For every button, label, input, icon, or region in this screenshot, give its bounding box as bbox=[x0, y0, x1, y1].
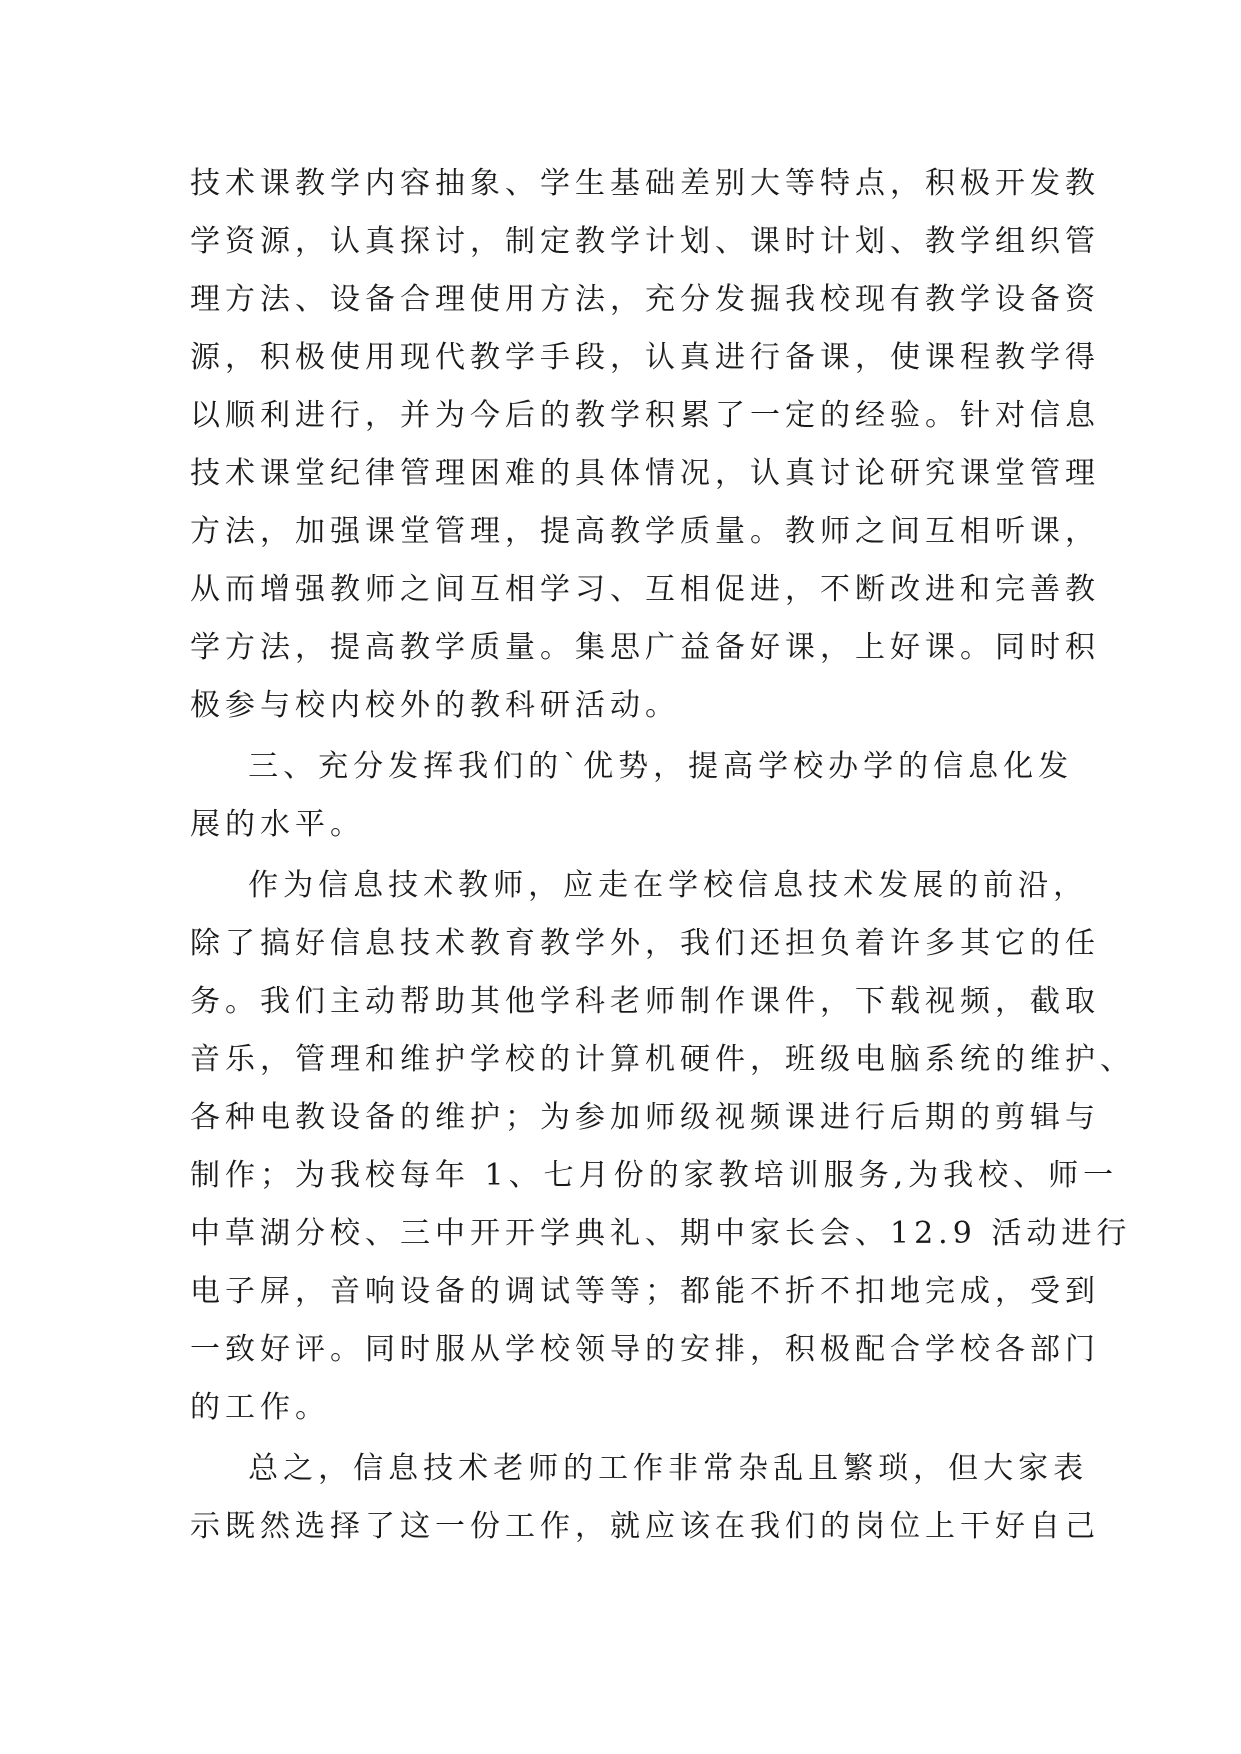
text-line: 除了搞好信息技术教育教学外，我们还担负着许多其它的任 bbox=[190, 926, 1100, 961]
text-line: 示既然选择了这一份工作，就应该在我们的岗位上干好自己 bbox=[190, 1509, 1100, 1544]
text-line: 学方法，提高教学质量。集思广益备好课，上好课。同时积 bbox=[190, 630, 1100, 665]
text-line: 学资源，认真探讨，制定教学计划、课时计划、教学组织管 bbox=[190, 224, 1100, 259]
text-line: 的工作。 bbox=[190, 1390, 330, 1425]
text-line: 务。我们主动帮助其他学科老师制作课件，下载视频，截取 bbox=[190, 984, 1100, 1019]
text-line: 电子屏，音响设备的调试等等；都能不折不扣地完成，受到 bbox=[190, 1274, 1100, 1309]
text-line: 中草湖分校、三中开开学典礼、期中家长会、12.9 活动进行 bbox=[190, 1216, 1132, 1251]
text-line: 理方法、设备合理使用方法，充分发掘我校现有教学设备资 bbox=[190, 282, 1100, 317]
text-line: 技术课教学内容抽象、学生基础差别大等特点，积极开发教 bbox=[190, 166, 1100, 201]
text-line: 制作；为我校每年 1、七月份的家教培训服务,为我校、师一 bbox=[190, 1158, 1119, 1193]
text-line: 技术课堂纪律管理困难的具体情况，认真讨论研究课堂管理 bbox=[190, 456, 1100, 491]
text-line: 一致好评。同时服从学校领导的安排，积极配合学校各部门 bbox=[190, 1332, 1100, 1367]
text-line: 极参与校内校外的教科研活动。 bbox=[190, 688, 680, 723]
text-line: 以顺利进行，并为今后的教学积累了一定的经验。针对信息 bbox=[190, 398, 1100, 433]
section-heading-line: 展的水平。 bbox=[190, 807, 365, 842]
text-line: 源，积极使用现代教学手段，认真进行备课，使课程教学得 bbox=[190, 340, 1100, 375]
text-line: 作为信息技术教师，应走在学校信息技术发展的前沿， bbox=[190, 868, 1089, 903]
text-line: 总之，信息技术老师的工作非常杂乱且繁琐，但大家表 bbox=[190, 1451, 1089, 1486]
document-body bbox=[190, 155, 1135, 1556]
text-line: 从而增强教师之间互相学习、互相促进，不断改进和完善教 bbox=[190, 572, 1100, 607]
section-heading-line: 三、充分发挥我们的`优势，提高学校办学的信息化发 bbox=[190, 749, 1074, 784]
text-line: 各种电教设备的维护；为参加师级视频课进行后期的剪辑与 bbox=[190, 1100, 1100, 1135]
text-line: 音乐，管理和维护学校的计算机硬件，班级电脑系统的维护、 bbox=[190, 1042, 1135, 1077]
text-line: 方法，加强课堂管理，提高教学质量。教师之间互相听课， bbox=[190, 514, 1100, 549]
